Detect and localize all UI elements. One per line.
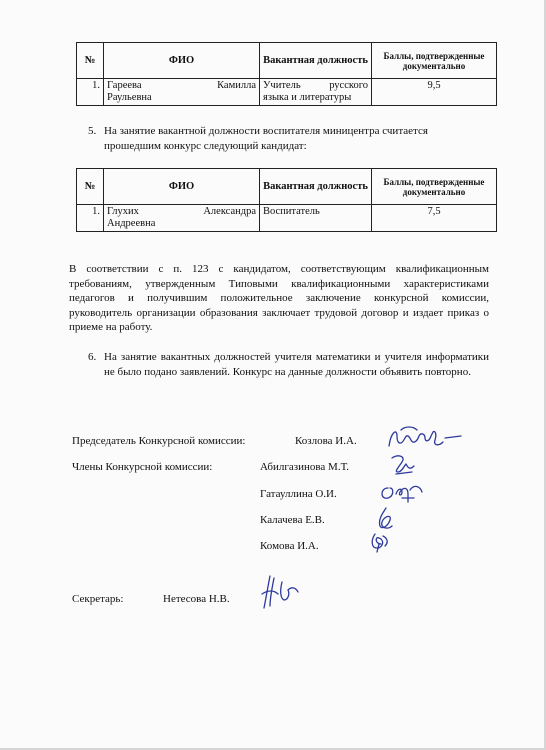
table-row: [77, 79, 497, 106]
header-num: №: [77, 43, 104, 79]
item-5-text: На занятие вакантной должности воспитателя миницентра считается прошедшим конкурс следующий кандидат:: [104, 125, 428, 152]
row-position: Воспитатель: [260, 205, 372, 232]
row-fio: [104, 205, 260, 232]
row-num: 1.: [77, 79, 104, 106]
row-score: 9,5: [372, 79, 497, 106]
secretary-name: Нетесова Н.В.: [163, 593, 230, 605]
header-num: №: [77, 169, 104, 205]
results-table-educator: [76, 168, 497, 232]
header-fio: ФИО: [104, 169, 260, 205]
table-header-row: [77, 169, 497, 205]
table-row: [77, 205, 497, 232]
member-name-3: Калачева Е.В.: [260, 514, 325, 526]
row-fio-line1: Гареева Камилла: [107, 80, 256, 91]
chair-name: Козлова И.А.: [295, 435, 357, 447]
table-header-row: [77, 43, 497, 79]
header-score: Баллы, подтвержденные документально: [372, 43, 497, 79]
item-5-number: 5.: [88, 125, 97, 137]
member-signature-1: [388, 452, 418, 478]
member-signature-2: [378, 478, 428, 506]
body-paragraph: В соответствии с п. 123 с кандидатом, соответствующим квалификационным требованиям, утвержденным Типовыми квалификационными характеристиками педагогов и получившим положительное заключение конкурсной комиссии, руководитель организации образования заключает трудовой договор и издает приказ о приеме на работу.: [69, 263, 489, 333]
members-label: Члены Конкурсной комиссии:: [72, 461, 213, 473]
row-num: 1.: [77, 205, 104, 232]
secretary-label: Секретарь:: [72, 593, 124, 605]
secretary-signature: [258, 572, 302, 612]
row-fio: [104, 79, 260, 106]
row-fio-line1: Глухих Александра: [107, 206, 256, 217]
member-name-4: Комова И.А.: [260, 540, 319, 552]
row-fio-line2: Андреевна: [107, 218, 156, 229]
row-position: Учитель русского языка и литературы: [260, 79, 372, 106]
header-position: Вакантная должность: [260, 169, 372, 205]
item-6-text: На занятие вакантных должностей учителя математики и учителя информатики не было подано заявлений. Конкурс на данные должности объявить повторно.: [104, 351, 489, 378]
member-signature-3: [372, 506, 396, 532]
header-position: Вакантная должность: [260, 43, 372, 79]
header-fio: ФИО: [104, 43, 260, 79]
member-signature-4: [367, 530, 393, 554]
results-table-teacher: [76, 42, 497, 106]
row-fio-line2: Раульевна: [107, 92, 152, 103]
chair-label: Председатель Конкурсной комиссии:: [72, 435, 246, 447]
row-score: 7,5: [372, 205, 497, 232]
header-score: Баллы, подтвержденные документально: [372, 169, 497, 205]
member-name-1: Абилгазинова М.Т.: [260, 461, 349, 473]
member-name-2: Гатауллина О.И.: [260, 488, 337, 500]
item-6-number: 6.: [88, 351, 97, 363]
chair-signature: [383, 424, 463, 454]
